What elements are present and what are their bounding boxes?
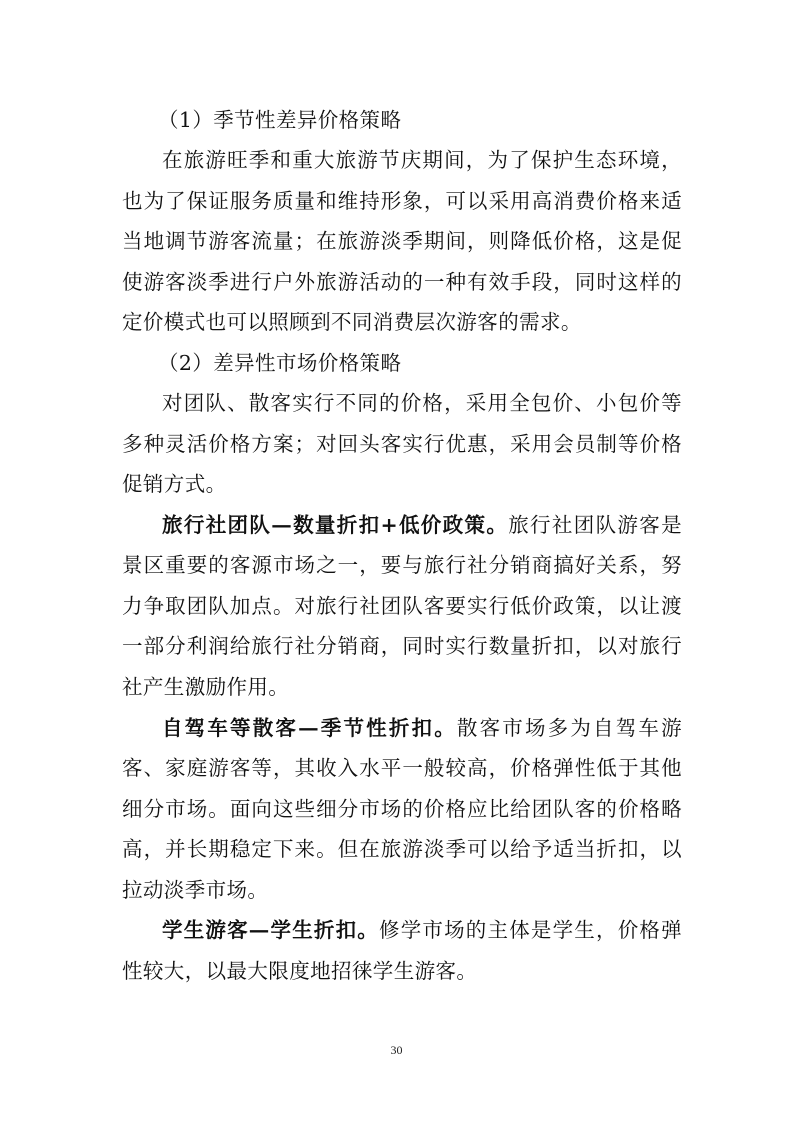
paragraph-line: 拉动淡季市场。	[122, 878, 269, 902]
paragraph-line: 当地调节游客流量；在旅游淡季期间，则降低价格，这是促	[122, 229, 682, 253]
paragraph-line: 景区重要的客源市场之一，要与旅行社分销商搞好关系，努	[122, 553, 682, 577]
policy-first-line	[162, 513, 682, 537]
paragraph-line: 使游客淡季进行户外旅游活动的一种有效手段，同时这样的	[122, 270, 682, 294]
paragraph-line: 细分市场。面向这些细分市场的价格应比给团队客的价格略	[122, 797, 682, 821]
policy-title-student: 学生游客—学生折扣。	[162, 918, 379, 942]
policy-title-travel-agency: 旅行社团队—数量折扣+低价政策。	[162, 513, 509, 537]
policy-first-line	[162, 918, 682, 942]
paragraph-line: 定价模式也可以照顾到不同消费层次游客的需求。	[122, 310, 582, 334]
paragraph-line: 多种灵活价格方案；对回头客实行优惠，采用会员制等价格	[122, 432, 682, 456]
policy-first-rest: 旅行社团队游客是	[508, 513, 682, 537]
paragraph-line: 一部分利润给旅行社分销商，同时实行数量折扣，以对旅行	[122, 634, 682, 658]
paragraph-line: 性较大，以最大限度地招徕学生游客。	[122, 959, 478, 983]
section-heading-seasonal: （1）季节性差异价格策略	[158, 108, 402, 132]
paragraph-line: 在旅游旺季和重大旅游节庆期间，为了保护生态环境，	[162, 148, 682, 172]
paragraph-line: 也为了保证服务质量和维持形象，可以采用高消费价格来适	[122, 189, 682, 213]
paragraph-line: 客、家庭游客等，其收入水平一般较高，价格弹性低于其他	[122, 756, 682, 780]
page-number: 30	[390, 1043, 403, 1057]
paragraph-line: 对团队、散客实行不同的价格，采用全包价、小包价等	[162, 391, 682, 415]
policy-first-rest: 散客市场多为自驾车游	[456, 716, 682, 740]
policy-first-line	[162, 716, 682, 740]
policy-title-self-drive: 自驾车等散客—季节性折扣。	[162, 716, 457, 740]
paragraph-line: 社产生激励作用。	[122, 675, 290, 699]
paragraph-line: 促销方式。	[122, 472, 227, 496]
section-heading-market: （2）差异性市场价格策略	[158, 351, 402, 375]
paragraph-line: 力争取团队加点。对旅行社团队客要实行低价政策，以让渡	[122, 594, 682, 618]
paragraph-line: 高，并长期稳定下来。但在旅游淡季可以给予适当折扣，以	[122, 837, 682, 861]
policy-first-rest: 修学市场的主体是学生，价格弹	[379, 918, 682, 942]
